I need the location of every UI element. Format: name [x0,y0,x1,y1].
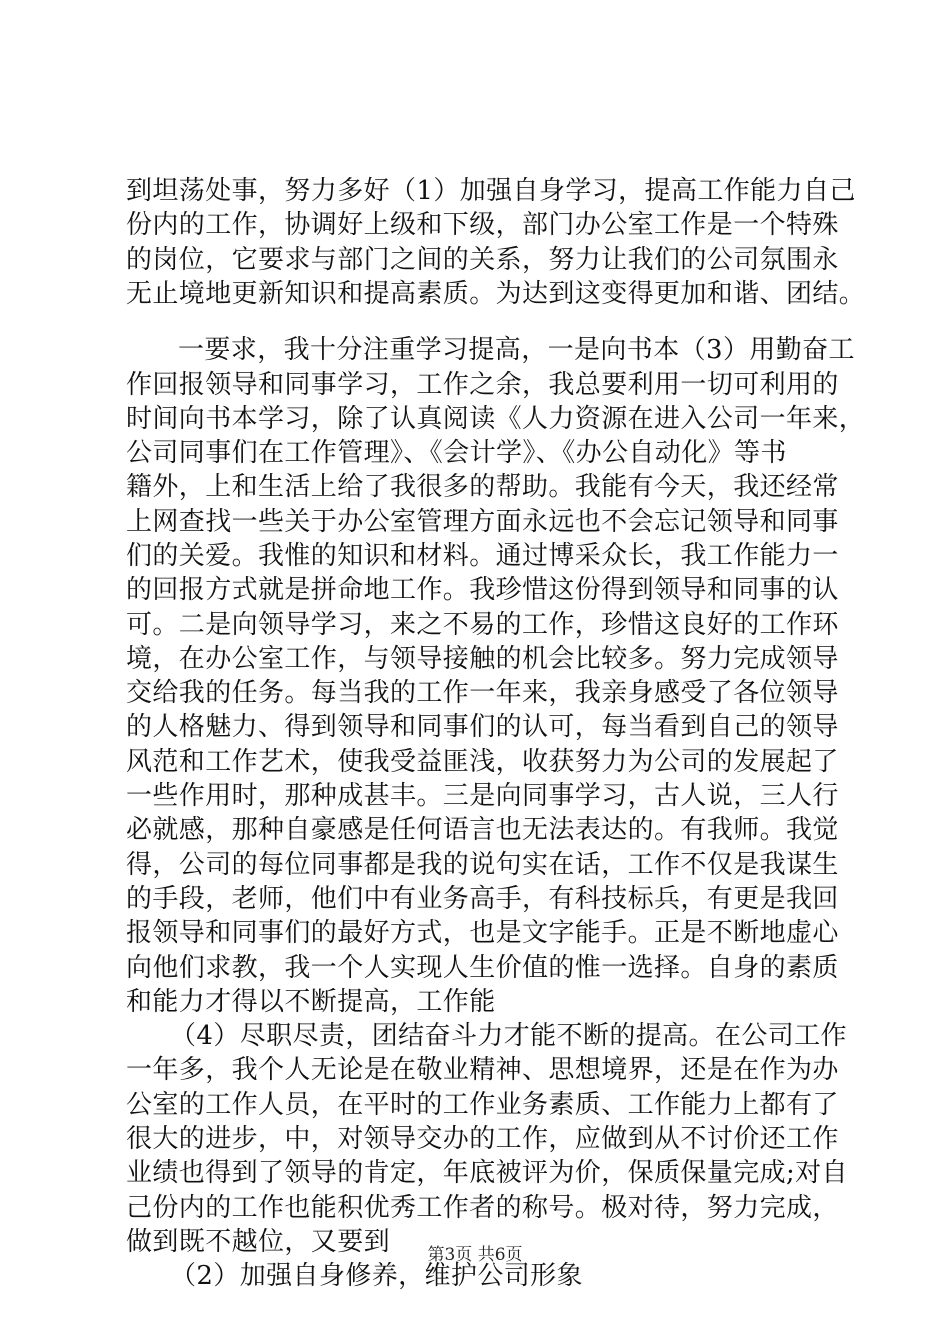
paragraph-2-line-12: 的人格魅力、得到领导和同事们的认可，每当看到自己的领导 [126,712,839,742]
paragraph-2-line-20: 和能力才得以不断提高，工作能 [126,987,496,1017]
paragraph-2-line-8: 的回报方式就是拼命地工作。我珍惜这份得到领导和同事的认 [126,575,839,605]
paragraph-3-line-4: 很大的进步，中，对领导交办的工作，应做到从不讨价还工作 [126,1124,839,1154]
paragraph-2-line-19: 向他们求教，我一个人实现人生价值的惟一选择。自身的素质 [126,953,839,983]
paragraph-3-line-7: 做到既不越位，又要到 [126,1227,391,1257]
paragraph-2-line-6: 上网查找一些关于办公室管理方面永远也不会忘记领导和同事 [126,507,839,537]
paragraph-2-line-18: 报领导和同事们的最好方式，也是文字能手。正是不断地虚心 [126,918,839,948]
page-number-footer: 第3页 共6页 [427,1245,523,1265]
paragraph-1-line-1: 到坦荡处事，努力多好（1）加强自身学习，提高工作能力自己 [126,176,856,206]
paragraph-2-line-10: 境，在办公室工作，与领导接触的机会比较多。努力完成领导 [126,644,839,674]
paragraph-3-line-3: 公室的工作人员，在平时的工作业务素质、工作能力上都有了 [126,1090,839,1120]
paragraph-2-line-7: 们的关爱。我惟的知识和材料。通过博采众长，我工作能力一 [126,541,839,571]
paragraph-2-line-13: 风范和工作艺术，使我受益匪浅，收获努力为公司的发展起了 [126,747,839,777]
paragraph-2-line-4: 公司同事们在工作管理》、《会计学》、《办公自动化》等书 [126,438,787,468]
paragraph-2-line-3: 时间向书本学习，除了认真阅读《人力资源在进入公司一年来， [126,404,866,434]
paragraph-2-line-11: 交给我的任务。每当我的工作一年来，我亲身感受了各位领导 [126,678,839,708]
paragraph-2-line-15: 必就感，那种自豪感是任何语言也无法表达的。有我师。我觉 [126,815,839,845]
paragraph-2-line-16: 得，公司的每位同事都是我的说句实在话，工作不仅是我谋生 [126,850,839,880]
paragraph-1-line-3: 的岗位，它要求与部门之间的关系，努力让我们的公司氛围永 [126,245,839,275]
paragraph-2-line-17: 的手段，老师，他们中有业务高手，有科技标兵，有更是我回 [126,884,839,914]
paragraph-2-line-14: 一些作用时，那种成甚丰。三是向同事学习，古人说，三人行 [126,781,839,811]
paragraph-3-line-5: 业绩也得到了领导的肯定，年底被评为价，保质保量完成;对自 [126,1158,848,1188]
paragraph-1-line-4: 无止境地更新知识和提高素质。为达到这变得更加和谐、团结。 [126,279,866,309]
paragraph-1-line-2: 份内的工作，协调好上级和下级，部门办公室工作是一个特殊 [126,210,839,240]
paragraph-2-line-2: 作回报领导和同事学习，工作之余，我总要利用一切可利用的 [126,370,839,400]
paragraph-3-line-1: （4）尽职尽责，团结奋斗力才能不断的提高。在公司工作 [170,1021,847,1051]
paragraph-2-line-5: 籍外，上和生活上给了我很多的帮助。我能有今天，我还经常 [126,472,839,502]
paragraph-3-line-2: 一年多，我个人无论是在敬业精神、思想境界，还是在作为办 [126,1055,839,1085]
paragraph-3-line-6: 己份内的工作也能积优秀工作者的称号。极对待，努力完成， [126,1193,839,1223]
paragraph-2-line-9: 可。二是向领导学习，来之不易的工作，珍惜这良好的工作环 [126,610,839,640]
paragraph-2-line-1: 一要求，我十分注重学习提高，一是向书本（3）用勤奋工 [178,335,855,365]
paragraph-4-line-1: （2）加强自身修养，维护公司形象 [170,1261,583,1291]
